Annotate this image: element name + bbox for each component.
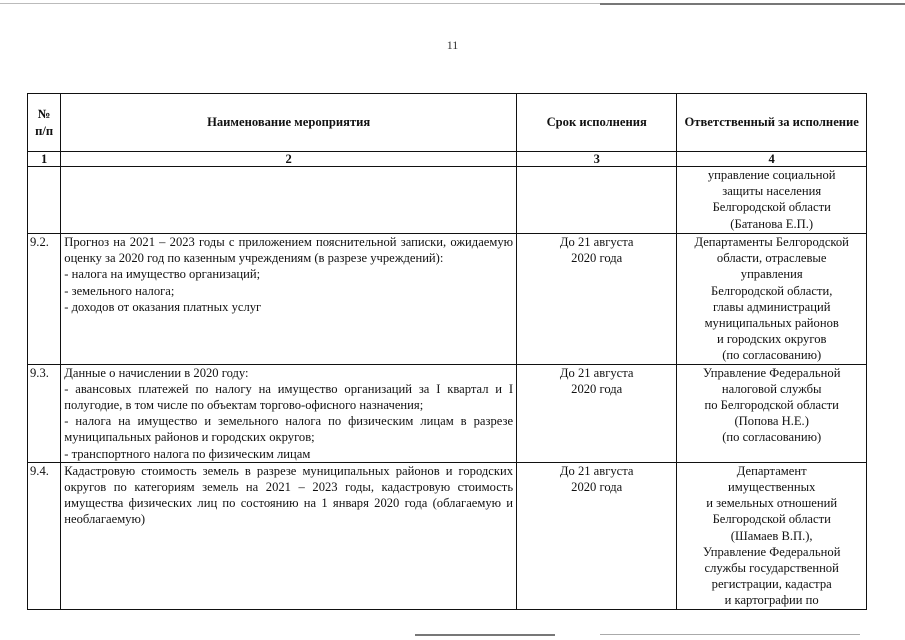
responsible-line: (по согласованию) xyxy=(722,348,822,363)
responsible-line: области, отраслевые xyxy=(716,251,827,266)
row-deadline-cell xyxy=(517,462,677,609)
header-activity-name: Наименование мероприятия xyxy=(61,94,517,152)
description-line: - налога на имущество организаций; xyxy=(64,267,261,282)
column-number: 4 xyxy=(677,152,867,167)
row-number-cell xyxy=(28,167,61,234)
row-responsible-cell xyxy=(677,234,867,365)
table-row-9-3 xyxy=(28,364,867,462)
responsible-line: и картографии по xyxy=(724,593,819,608)
row-description-cell xyxy=(61,364,517,462)
responsible-line: Департаменты Белгородской xyxy=(694,235,849,249)
description-line: Кадастровую стоимость земель в разрезе муниципальных районов и городских округов по категориям земель на 2021 – 2023 годы, кадастровую стоимость имущества физических лиц по состоянию на 1 января 2020 года (облагаемую и необлагаемую) xyxy=(64,463,514,527)
responsible-line: (по согласованию) xyxy=(722,430,822,445)
responsible-line: имущественных xyxy=(727,480,816,495)
description-line: - доходов от оказания платных услуг xyxy=(64,299,262,314)
row-deadline-cell xyxy=(517,167,677,234)
header-responsible: Ответственный за исполнение xyxy=(677,94,867,152)
column-number: 3 xyxy=(517,152,677,167)
responsible-line: и земельных отношений xyxy=(706,496,838,511)
responsible-line: (Батанова Е.П.) xyxy=(730,216,814,231)
table-header-row xyxy=(28,94,867,152)
responsible-line: Белгородской области xyxy=(712,200,831,215)
description-line: - авансовых платежей по налогу на имущество организаций за I квартал и I полугодие, в том числе по объектам торгово-офисного назначения; xyxy=(64,381,514,413)
row-description-cell xyxy=(61,167,517,234)
responsible-line: главы администраций xyxy=(712,299,831,314)
deadline-line: До 21 августа xyxy=(559,365,634,380)
row-responsible-cell xyxy=(677,364,867,462)
row-description-cell xyxy=(61,462,517,609)
responsible-line: защиты населения xyxy=(722,184,822,199)
row-number-cell: 9.2. xyxy=(28,234,61,365)
responsible-line: (Попова Н.Е.) xyxy=(734,414,809,429)
responsible-line: Управление Федеральной xyxy=(702,365,841,380)
column-number: 1 xyxy=(28,152,61,167)
row-deadline-cell xyxy=(517,234,677,365)
row-responsible-cell xyxy=(677,462,867,609)
responsible-line: (Шамаев В.П.), xyxy=(730,528,813,543)
row-number-cell: 9.4. xyxy=(28,462,61,609)
deadline-line: До 21 августа xyxy=(559,463,634,478)
responsible-line: Белгородской области xyxy=(712,512,831,527)
activity-plan-table xyxy=(27,93,867,610)
description-line: Прогноз на 2021 – 2023 годы с приложением пояснительной записки, ожидаемую оценку за 2020 год по казенным учреждениям (в разрезе учреждений): xyxy=(64,235,514,266)
deadline-line: 2020 года xyxy=(571,480,623,495)
scan-bottom-edge-line-light xyxy=(600,634,860,635)
responsible-line: Белгородской области, xyxy=(710,283,833,298)
scan-top-edge-line-dark xyxy=(600,3,905,5)
description-line: - земельного налога; xyxy=(64,283,175,298)
responsible-line: управление социальной xyxy=(707,168,836,182)
responsible-line: Управление Федеральной xyxy=(702,544,841,559)
responsible-line: и городских округов xyxy=(716,332,827,347)
row-description-cell xyxy=(61,234,517,365)
deadline-line: До 21 августа xyxy=(559,235,634,249)
deadline-line: 2020 года xyxy=(571,251,623,266)
table-row-continuation xyxy=(28,167,867,234)
row-number-cell: 9.3. xyxy=(28,364,61,462)
table-row-9-2 xyxy=(28,234,867,365)
row-deadline-cell xyxy=(517,364,677,462)
responsible-line: налоговой службы xyxy=(721,381,822,396)
responsible-line: управления xyxy=(740,267,803,282)
description-line: Данные о начислении в 2020 году: xyxy=(64,365,249,380)
header-deadline: Срок исполнения xyxy=(517,94,677,152)
description-line: - налога на имущество и земельного налога по физическим лицам в разрезе муниципальных районов и городских округов; xyxy=(64,414,514,445)
table-row-9-4 xyxy=(28,462,867,609)
responsible-line: по Белгородской области xyxy=(704,398,839,413)
header-number: № п/п xyxy=(28,94,61,152)
responsible-line: Департамент xyxy=(736,463,807,478)
description-line: - транспортного налога по физическим лицам xyxy=(64,446,311,461)
scan-bottom-edge-line xyxy=(415,634,555,636)
deadline-line: 2020 года xyxy=(571,381,623,396)
column-number-row xyxy=(28,152,867,167)
column-number: 2 xyxy=(61,152,517,167)
responsible-line: службы государственной xyxy=(704,561,839,576)
page-number: 11 xyxy=(446,38,459,52)
row-responsible-cell xyxy=(677,167,867,234)
responsible-line: муниципальных районов xyxy=(704,316,839,331)
responsible-line: регистрации, кадастра xyxy=(711,577,832,592)
